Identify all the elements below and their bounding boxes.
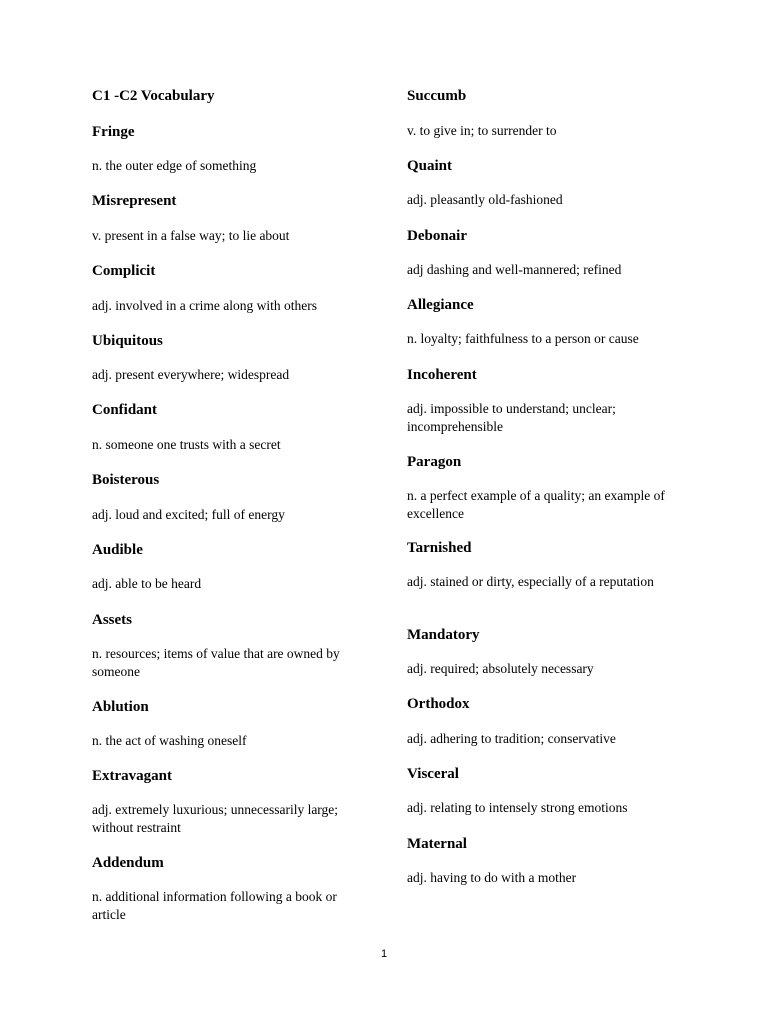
vocab-word: Debonair (407, 228, 467, 244)
vocab-word: Maternal (407, 836, 467, 852)
vocab-definition: adj. required; absolutely necessary (407, 661, 594, 676)
vocab-word: Incoherent (407, 367, 477, 383)
vocab-word: Paragon (407, 454, 462, 470)
vocab-definition: adj. stained or dirty, especially of a reputation (407, 574, 654, 589)
vocab-word: Boisterous (92, 472, 160, 488)
vocab-definition: adj. loud and excited; full of energy (92, 507, 285, 522)
vocab-definition: adj. involved in a crime along with others (92, 298, 317, 313)
vocab-definition: n. resources; items of value that are owned by someone (92, 646, 340, 679)
vocab-word: Confidant (92, 402, 158, 418)
vocab-word: Ablution (92, 699, 149, 715)
vocab-word: Ubiquitous (92, 333, 163, 349)
vocab-definition: adj. impossible to understand; unclear; incomprehensible (407, 401, 616, 434)
vocab-word: Tarnished (407, 540, 472, 556)
vocab-definition: v. to give in; to surrender to (407, 123, 557, 138)
vocab-word: Audible (92, 542, 143, 558)
vocab-definition: n. additional information following a book or article (92, 889, 337, 922)
vocab-word: Assets (92, 612, 132, 628)
vocab-definition: n. the act of washing oneself (92, 733, 247, 748)
vocab-word: Visceral (407, 766, 459, 782)
vocab-word: Misrepresent (92, 193, 177, 209)
vocab-definition: v. present in a false way; to lie about (92, 228, 290, 243)
vocab-word: Addendum (92, 855, 164, 871)
vocab-definition: adj dashing and well-mannered; refined (407, 262, 622, 277)
vocab-word: Quaint (407, 158, 453, 174)
vocab-definition: adj. having to do with a mother (407, 870, 577, 885)
page-number: 1 (380, 948, 388, 960)
vocab-word: Complicit (92, 263, 156, 279)
vocab-definition: adj. adhering to tradition; conservative (407, 731, 616, 746)
vocab-definition: adj. extremely luxurious; unnecessarily large; without restraint (92, 802, 339, 835)
vocab-word: Succumb (407, 88, 467, 104)
vocab-definition: adj. pleasantly old-fashioned (407, 192, 563, 207)
vocab-definition: n. someone one trusts with a secret (92, 437, 281, 452)
document-title: C1 -C2 Vocabulary (92, 88, 215, 104)
vocab-definition: n. loyalty; faithfulness to a person or cause (407, 331, 639, 346)
vocab-word: Allegiance (407, 297, 474, 313)
vocab-definition: n. a perfect example of a quality; an example of excellence (407, 488, 665, 521)
vocab-definition: n. the outer edge of something (92, 158, 257, 173)
vocab-definition: adj. able to be heard (92, 576, 202, 591)
vocab-word: Extravagant (92, 768, 172, 784)
vocab-definition: adj. present everywhere; widespread (92, 367, 290, 382)
vocab-definition: adj. relating to intensely strong emotions (407, 800, 628, 815)
vocab-word: Mandatory (407, 627, 480, 643)
vocab-word: Orthodox (407, 696, 470, 712)
vocab-word: Fringe (92, 124, 135, 140)
